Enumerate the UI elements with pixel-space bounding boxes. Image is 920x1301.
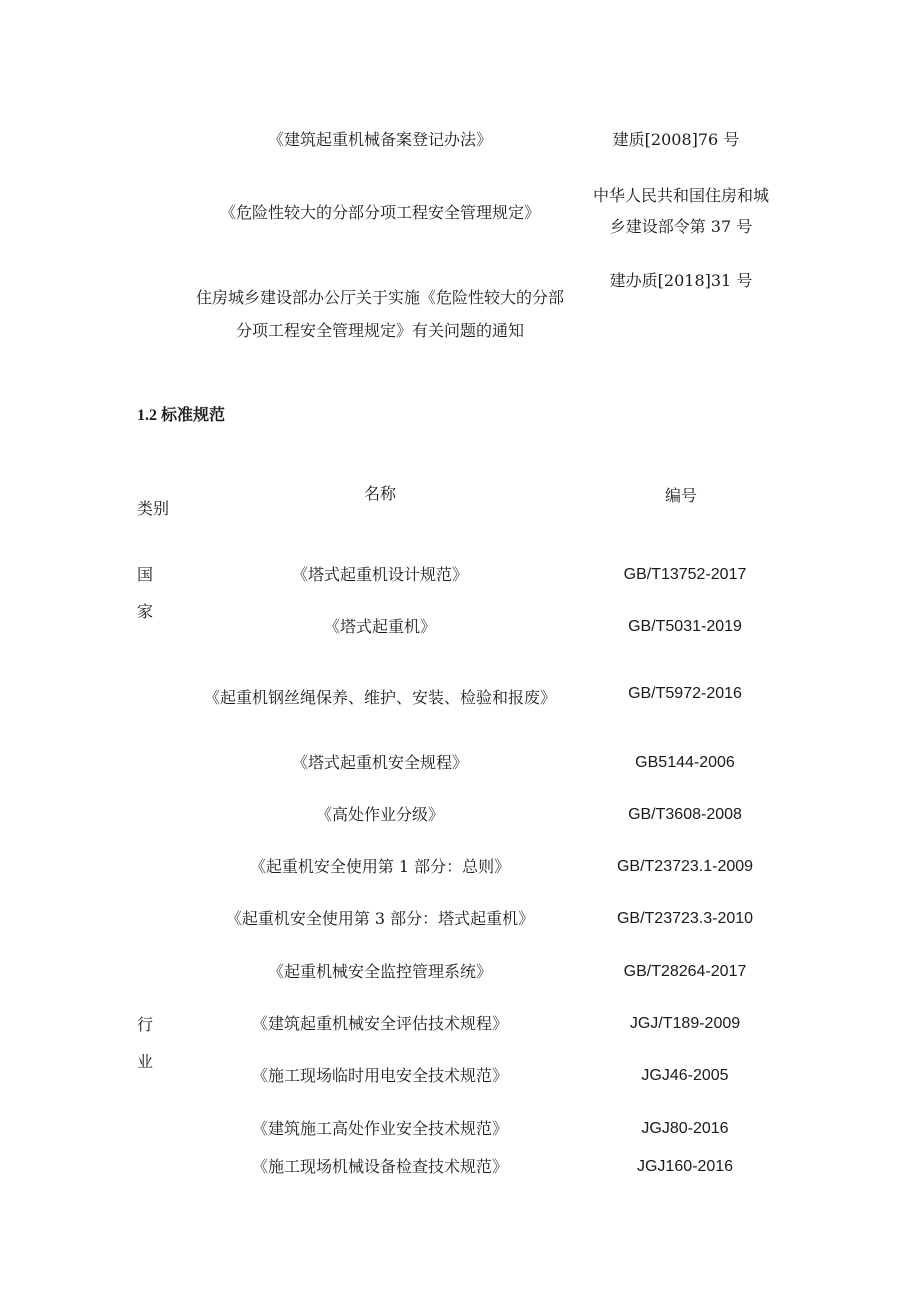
regulation-name: 《建筑起重机械备案登记办法》: [267, 130, 492, 149]
standard-number: GB/T5031-2019: [628, 618, 742, 635]
category-national: 家: [137, 602, 154, 621]
standard-name: 《塔式起重机设计规范》: [291, 565, 468, 584]
standard-number: GB/T23723.3-2010: [616, 910, 754, 927]
header-category: 类别: [137, 499, 170, 518]
category-national: 国: [137, 565, 154, 584]
category-industry: 业: [137, 1052, 154, 1071]
standard-name: 《高处作业分级》: [315, 805, 444, 824]
standard-name: 《起重机钢丝绳保养、维护、安装、检验和报废》: [203, 688, 556, 707]
standard-number: JGJ/T189-2009: [629, 1015, 741, 1032]
regulation-code: 建办质[2018]31 号: [609, 271, 753, 290]
regulation-name: 分项工程安全管理规定》有关问题的通知: [235, 321, 524, 340]
standard-name: 《起重机安全使用第 1 部分：总则》: [249, 857, 511, 876]
standard-name: 《施工现场临时用电安全技术规范》: [251, 1066, 508, 1085]
standard-name: 《塔式起重机安全规程》: [291, 753, 468, 772]
category-industry: 行: [137, 1015, 154, 1034]
standard-number: JGJ80-2016: [641, 1120, 729, 1137]
standard-name: 《起重机安全使用第 3 部分：塔式起重机》: [225, 909, 535, 928]
standard-name: 《塔式起重机》: [323, 617, 436, 636]
header-name: 名称: [363, 484, 396, 503]
section-title: 1.2 标准规范: [137, 407, 226, 424]
header-number: 编号: [664, 486, 697, 505]
standard-number: GB/T13752-2017: [623, 566, 747, 583]
standard-name: 《建筑施工高处作业安全技术规范》: [251, 1119, 508, 1138]
standard-name: 《施工现场机械设备检查技术规范》: [251, 1157, 508, 1176]
standard-number: GB/T3608-2008: [628, 806, 742, 823]
regulation-code: 建质[2008]76 号: [612, 130, 740, 149]
regulation-name: 住房城乡建设部办公厅关于实施《危险性较大的分部: [195, 288, 564, 307]
standard-name: 《起重机械安全监控管理系统》: [267, 962, 492, 981]
standard-number: GB/T28264-2017: [623, 963, 747, 980]
standard-number: GB/T5972-2016: [628, 685, 742, 702]
standard-number: JGJ160-2016: [636, 1158, 734, 1175]
standard-number: JGJ46-2005: [641, 1067, 729, 1084]
standard-number: GB/T23723.1-2009: [616, 858, 754, 875]
regulation-code: 中华人民共和国住房和城: [592, 186, 769, 205]
regulation-code: 乡建设部令第 37 号: [609, 217, 753, 236]
standard-number: GB5144-2006: [635, 754, 735, 771]
regulation-name: 《危险性较大的分部分项工程安全管理规定》: [219, 203, 540, 222]
standard-name: 《建筑起重机械安全评估技术规程》: [251, 1014, 508, 1033]
